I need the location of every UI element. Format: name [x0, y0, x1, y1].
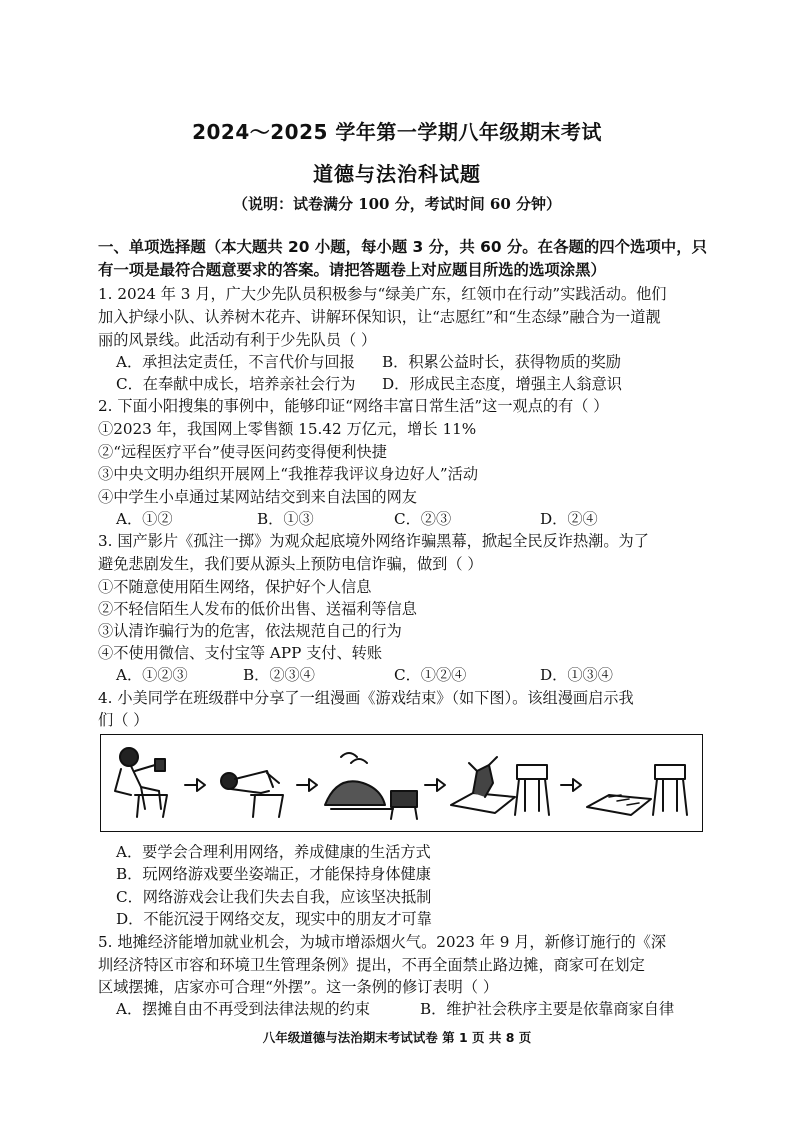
q2-item-1: ①2023 年，我国网上零售额 15.42 万亿元，增长 11%: [98, 420, 477, 438]
q2-option-a: A．①②: [116, 510, 173, 528]
q4-option-a: A．要学会合理利用网络，养成健康的生活方式: [116, 843, 431, 861]
comic-arrow-2: [297, 779, 317, 791]
comic-panel-3-person-collapsed: [325, 753, 417, 819]
q3-item-3: ③认清诈骗行为的危害，依法规范自己的行为: [98, 622, 402, 640]
q2-item-3: ③中央文明办组织开展网上“我推荐我评议身边好人”活动: [98, 465, 479, 483]
q5-stem-line1: 5. 地摊经济能增加就业机会，为城市增添烟火气。2023 年 9 月，新修订施行的《深: [98, 933, 667, 951]
q2-item-4: ④中学生小卓通过某网站结交到来自法国的网友: [98, 488, 417, 506]
q1-stem-line1: 1. 2024 年 3 月，广大少先队员积极参与“绿美广东，红领巾在行动”实践活动。他们: [98, 285, 667, 303]
q2-item-2: ②“远程医疗平台”使寻医问药变得便利快捷: [98, 443, 387, 461]
q3-stem-line1: 3. 国产影片《孤注一掷》为观众起底境外网络诈骗黑幕，掀起全民反诈热潮。为了: [98, 532, 649, 550]
q4-stem-line1: 4. 小美同学在班级群中分享了一组漫画《游戏结束》（如下图）。该组漫画启示我: [98, 689, 634, 707]
q2-option-c: C．②③: [394, 510, 452, 528]
comic-strip-game-over: [100, 734, 703, 832]
q1-option-a: A．承担法定责任，不言代价与回报: [116, 353, 355, 371]
q3-item-4: ④不使用微信、支付宝等 APP 支付、转账: [98, 644, 383, 662]
q3-option-d: D．①③④: [540, 666, 613, 684]
q3-stem-line2: 避免悲剧发生，我们要从源头上预防电信诈骗，做到（ ）: [98, 555, 483, 573]
q4-stem-line2: 们（ ）: [98, 711, 149, 729]
comic-arrow-1: [185, 779, 205, 791]
q3-option-b: B．②③④: [243, 666, 315, 684]
q1-stem-line3: 丽的风景线。此活动有利于少先队员（ ）: [98, 331, 377, 349]
q5-option-a: A．摆摊自由不再受到法律法规的约束: [116, 1000, 370, 1018]
q3-item-1: ①不随意使用陌生网络，保护好个人信息: [98, 578, 372, 596]
q1-option-c: C．在奉献中成长，培养亲社会行为: [116, 375, 356, 393]
section-heading-line1: 一、单项选择题（本大题共 20 小题，每小题 3 分，共 60 分。在各题的四个选项中，只: [98, 238, 707, 256]
q4-option-b: B．玩网络游戏要坐姿端正，才能保持身体健康: [116, 865, 431, 883]
exam-subject: 道德与法治科试题: [313, 162, 481, 186]
q5-stem-line3: 区域摆摊，店家亦可合理“外摆”。这一条例的修订表明（ ）: [98, 978, 499, 996]
section-heading-line2: 有一项是最符合题意要求的答案。请把答题卷上对应题目所选的选项涂黑）: [98, 261, 606, 279]
q4-option-d: D．不能沉浸于网络交友，现实中的朋友才可靠: [116, 910, 432, 928]
exam-title: 2024～2025 学年第一学期八年级期末考试: [192, 120, 602, 144]
comic-panel-2-person-slumped: [221, 771, 283, 817]
q1-option-b: B．积累公益时长，获得物质的奖励: [382, 353, 621, 371]
q3-item-2: ②不轻信陌生人发布的低价出售、送福利等信息: [98, 600, 417, 618]
q1-stem-line2: 加入护绿小队、认养树木花卉、讲解环保知识，让“志愿红”和“生态绿”融合为一道靓: [98, 308, 661, 326]
comic-panel-4-clothes-and-stool: [451, 757, 549, 815]
q3-option-a: A．①②③: [116, 666, 188, 684]
q2-option-b: B．①③: [257, 510, 314, 528]
comic-panel-5-empty-board-and-stool: [587, 765, 687, 815]
comic-strip-drawing: [101, 735, 701, 830]
comic-arrow-4: [561, 779, 581, 791]
comic-panel-1-person-playing: [115, 748, 167, 817]
page-footer: 八年级道德与法治期末考试试卷 第 1 页 共 8 页: [262, 1030, 532, 1045]
comic-arrow-3: [425, 779, 445, 791]
q2-stem-line1: 2. 下面小阳搜集的事例中，能够印证“网络丰富日常生活”这一观点的有（ ）: [98, 397, 609, 415]
q4-option-c: C．网络游戏会让我们失去自我，应该坚决抵制: [116, 888, 432, 906]
exam-note: （说明：试卷满分 100 分，考试时间 60 分钟）: [232, 195, 562, 213]
q3-option-c: C．①②④: [394, 666, 467, 684]
q5-stem-line2: 圳经济特区市容和环境卫生管理条例》提出，不再全面禁止路边摊，商家可在划定: [98, 956, 645, 974]
q2-option-d: D．②④: [540, 510, 598, 528]
q1-option-d: D．形成民主态度，增强主人翁意识: [382, 375, 622, 393]
q5-option-b: B．维护社会秩序主要是依靠商家自律: [420, 1000, 675, 1018]
